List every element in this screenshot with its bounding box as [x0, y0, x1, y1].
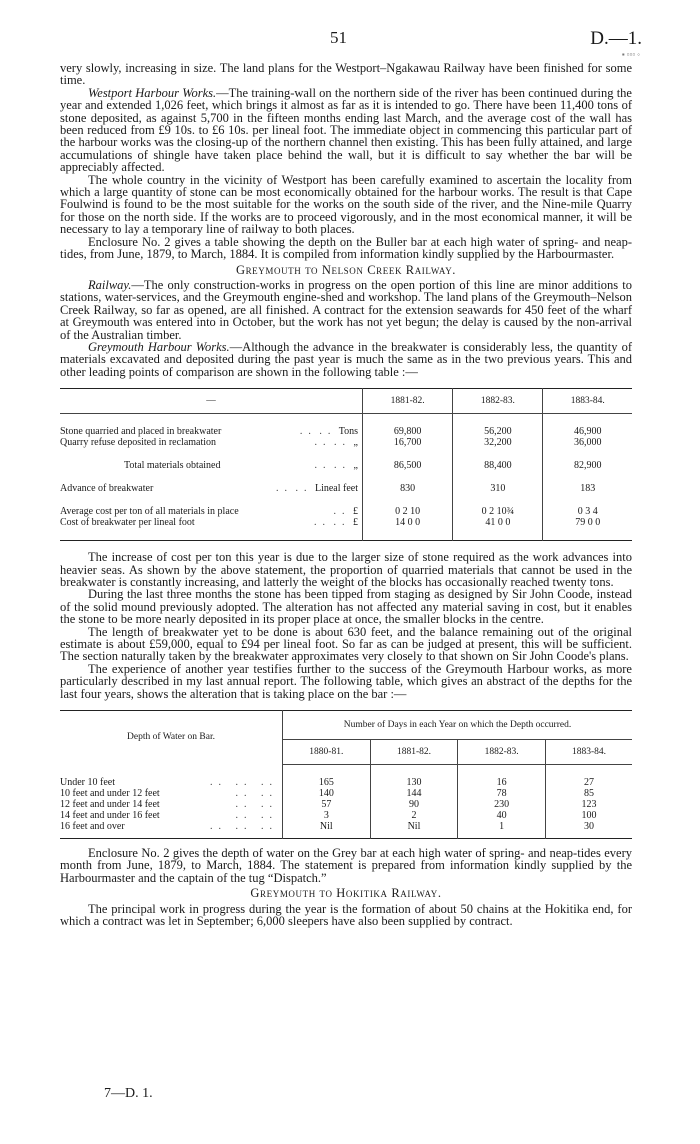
library-stamp: ▪ ▫▫▫ ◦	[621, 50, 640, 59]
table-year-header: 1881-82.	[363, 389, 453, 414]
table-cell: 144	[370, 788, 458, 799]
table-cell: 1	[458, 821, 546, 839]
table-cell: 183	[543, 483, 632, 494]
table-cell: 310	[453, 483, 543, 494]
table-cell: 123	[545, 799, 632, 810]
table-row: Average cost per ton of all materials in place .. £ 0 2 10 0 2 10¾ 0 3 4	[60, 506, 632, 517]
table-row: Stone quarried and placed in breakwater .. .. Tons 69,800 56,200 46,900	[60, 426, 632, 437]
table-cell: 82,900	[543, 460, 632, 471]
table-cell: 3	[283, 810, 371, 821]
row-label: 12 feet and under 14 feet	[60, 799, 160, 811]
table-row: Quarry refuse deposited in reclamation .. .. „ 16,700 32,200 36,000	[60, 437, 632, 448]
table-cell: 78	[458, 788, 546, 799]
table-cell: 0 2 10¾	[453, 506, 543, 517]
table-year-header: 1882-83.	[458, 740, 546, 765]
bar-depth-table	[60, 710, 632, 839]
row-label: Stone quarried and placed in breakwater	[60, 426, 222, 438]
table-row: Cost of breakwater per lineal foot .. .. £ 14 0 0 41 0 0 79 0 0	[60, 517, 632, 528]
paragraph-title: Westport Harbour Works.	[88, 85, 217, 100]
depth-header: Depth of Water on Bar.	[127, 732, 215, 743]
table-cell: 830	[363, 483, 453, 494]
table-cell: 230	[458, 799, 546, 810]
row-label: Cost of breakwater per lineal foot	[60, 517, 195, 529]
table-cell: 0 3 4	[543, 506, 632, 517]
paragraph	[60, 279, 632, 341]
paragraph-text: —The only construction-works in progress on the open portion of this line are minor additions to stations, water-services, and the Greymouth engine-shed and workshop. The land plans of the Greymouth–Nelson Creek Railway, so far as opened, are all finished. A contract for the extension seawards for 450 feet of the wharf at Greymouth was entered into in October, but the work has not yet begun; the delay is caused by the non-arrival of the Australian timber.	[60, 277, 632, 342]
row-label: 16 feet and over	[60, 821, 125, 833]
days-header: Number of Days in each Year on which the Depth occurred.	[283, 711, 633, 740]
table-cell: 100	[545, 810, 632, 821]
table-year-header: 1882-83.	[453, 389, 543, 414]
table-cell: 79 0 0	[543, 517, 632, 528]
paragraph	[60, 87, 632, 174]
table-cell: 85	[545, 788, 632, 799]
table-cell: 16,700	[363, 437, 453, 448]
row-label: Under 10 feet	[60, 777, 115, 789]
table-cell: 2	[370, 810, 458, 821]
row-unit: Lineal feet	[314, 483, 358, 495]
table-cell: 69,800	[363, 426, 453, 437]
table-cell: 32,200	[453, 437, 543, 448]
paragraph: The whole country in the vicinity of Westport has been carefully examined to ascertain the locality from which a large quantity of stone can be most economically obtained for the harbour works. The result is that Cape Foulwind is found to be the most suitable for the works on the south side of the river, and the Nine-mile Quarry for those on the north side. If the works are to proceed vigorously, and in the most economical manner, it will be necessary to lay a temporary line of railway to both places.	[60, 172, 632, 237]
row-unit: „	[353, 437, 358, 449]
table-cell: 30	[545, 821, 632, 839]
paragraph: The principal work in progress during the year is the formation of about 50 chains at the Hokitika end, for which a contract was let in September; 6,000 sleepers have also been supplied by contract.	[60, 901, 632, 929]
table-year-header: 1883-84.	[545, 740, 632, 765]
table-cell: 40	[458, 810, 546, 821]
paragraph-text: —Although the advance in the breakwater is considerably less, the quantity of materials excavated and deposited during the past year is much the same as in the two previous years. This and other leading points of comparison are shown in the following table :—	[60, 339, 632, 379]
footer-signature: 7—D. 1.	[104, 1086, 153, 1101]
table-cell: 57	[283, 799, 371, 810]
paragraph: very slowly, increasing in size. The land plans for the Westport–Ngakawau Railway have been finished for some time.	[60, 61, 632, 88]
table-year-header: 1880-81.	[283, 740, 371, 765]
paragraph-text: —The training-wall on the northern side of the river has been continued during the year and extended 1,026 feet, which brings it almost as far as it is intended to go. There have been 11,400 tons of stone deposited, as against 5,700 in the fifteen months ending last March, and the average cost of the wall has been reduced from £9 10s. to £6 10s. per lineal foot. The immediate object in commencing this particular part of the harbour works was the closing-up of the northern channel then existing. This has been fully attained, and large accumulations of shingle have taken place behind the wall, but it is difficult to say whether the bar will be appreciably affected.	[60, 85, 632, 175]
table-cell: Nil	[370, 821, 458, 839]
table-cell: 88,400	[453, 460, 543, 471]
table-year-header: 1881-82.	[370, 740, 458, 765]
paragraph: The length of breakwater yet to be done is about 630 feet, and the balance remaining out of the original estimate is about £59,000, equal to £94 per lineal foot. So far as can be judged at present, this will be sufficient. The section naturally taken by the breakwater approximates very closely to that shown on Sir John Coode's plans.	[60, 624, 632, 664]
table-row: 12 feet and under 14 feet .. .. 57 90 230 123	[60, 799, 632, 810]
table-cell: 46,900	[543, 426, 632, 437]
paragraph: The increase of cost per ton this year is due to the larger size of stone required as the work advances into heavier seas. As shown by the above statement, the proportion of quarried materials that cannot be used in the breakwater is constantly increasing, and latterly the weight of the blocks has occasionally reached twenty tons.	[60, 550, 632, 589]
table-cell: 36,000	[543, 437, 632, 448]
table-row: Under 10 feet .. .. .. 165 130 16 27	[60, 777, 632, 788]
table-row: 16 feet and over .. .. .. Nil Nil 1 30	[60, 821, 632, 839]
paragraph-title: Greymouth Harbour Works.	[88, 339, 230, 354]
table-row: 10 feet and under 12 feet .. .. 140 144 78 85	[60, 788, 632, 799]
table-cell: 56,200	[453, 426, 543, 437]
table-cell: Nil	[283, 821, 371, 839]
section-heading: Greymouth to Nelson Creek Railway.	[235, 262, 457, 277]
row-label: Average cost per ton of all materials in place	[60, 506, 239, 518]
row-label: Advance of breakwater	[60, 483, 154, 495]
table-row: Total materials obtained .. .. „ 86,500 88,400 82,900	[60, 460, 632, 471]
row-label: Total materials obtained	[124, 460, 221, 472]
row-label: 14 feet and under 16 feet	[60, 810, 160, 822]
paragraph-title: Railway.	[88, 277, 132, 292]
row-label: 10 feet and under 12 feet	[60, 788, 160, 800]
table-row: 14 feet and under 16 feet .. .. 3 2 40 100	[60, 810, 632, 821]
table-corner: —	[60, 389, 363, 414]
row-unit: £	[353, 517, 358, 529]
paragraph: Enclosure No. 2 gives a table showing the depth on the Buller bar at each high water of spring- and neap-tides, from June, 1879, to March, 1884. It is compiled from information kindly supplied by the Harbourmaster.	[60, 234, 632, 262]
paragraph: During the last three months the stone has been tipped from staging as designed by Sir John Coode, instead of the solid mound previously adopted. The alteration has not affected any material saving in cost, but it enables the stone to be more nearly deposited in its proper place at once, the smaller blocks in the centre.	[60, 587, 632, 627]
row-unit: £	[353, 506, 358, 518]
body-text	[60, 62, 632, 927]
paragraph: Enclosure No. 2 gives the depth of water on the Grey bar at each high water of spring- and neap-tides every month from June, 1879, to March, 1884. The statement is prepared from information kindly supplied by the Harbourmaster and the captain of the tug “Dispatch.”	[60, 846, 632, 885]
table-row: Advance of breakwater .. .. Lineal feet 830 310 183	[60, 483, 632, 494]
section-heading: Greymouth to Hokitika Railway.	[250, 886, 442, 901]
table-year-header: 1883-84.	[543, 389, 632, 414]
page-number: 51	[330, 28, 347, 47]
table-cell: 165	[283, 777, 371, 788]
row-unit: „	[353, 460, 358, 472]
table-cell: 0 2 10	[363, 506, 453, 517]
table-cell: 90	[370, 799, 458, 810]
paragraph	[60, 341, 632, 378]
table-cell: 130	[370, 777, 458, 788]
table-cell: 14 0 0	[363, 517, 453, 528]
document-code: D.—1.	[590, 28, 642, 49]
table-cell: 16	[458, 777, 546, 788]
paragraph: The experience of another year testifies further to the success of the Greymouth Harbour works, as more particularly described in my last annual report. The following table, which gives an abstract of the depths for the last four years, shows the alteration that is taking place on the bar :—	[60, 661, 632, 701]
table-cell: 86,500	[363, 460, 453, 471]
table-cell: 27	[545, 777, 632, 788]
table-cell: 140	[283, 788, 371, 799]
row-unit: Tons	[338, 426, 358, 438]
table-cell: 41 0 0	[453, 517, 543, 528]
breakwater-table	[60, 388, 632, 541]
row-label: Quarry refuse deposited in reclamation	[60, 437, 217, 449]
